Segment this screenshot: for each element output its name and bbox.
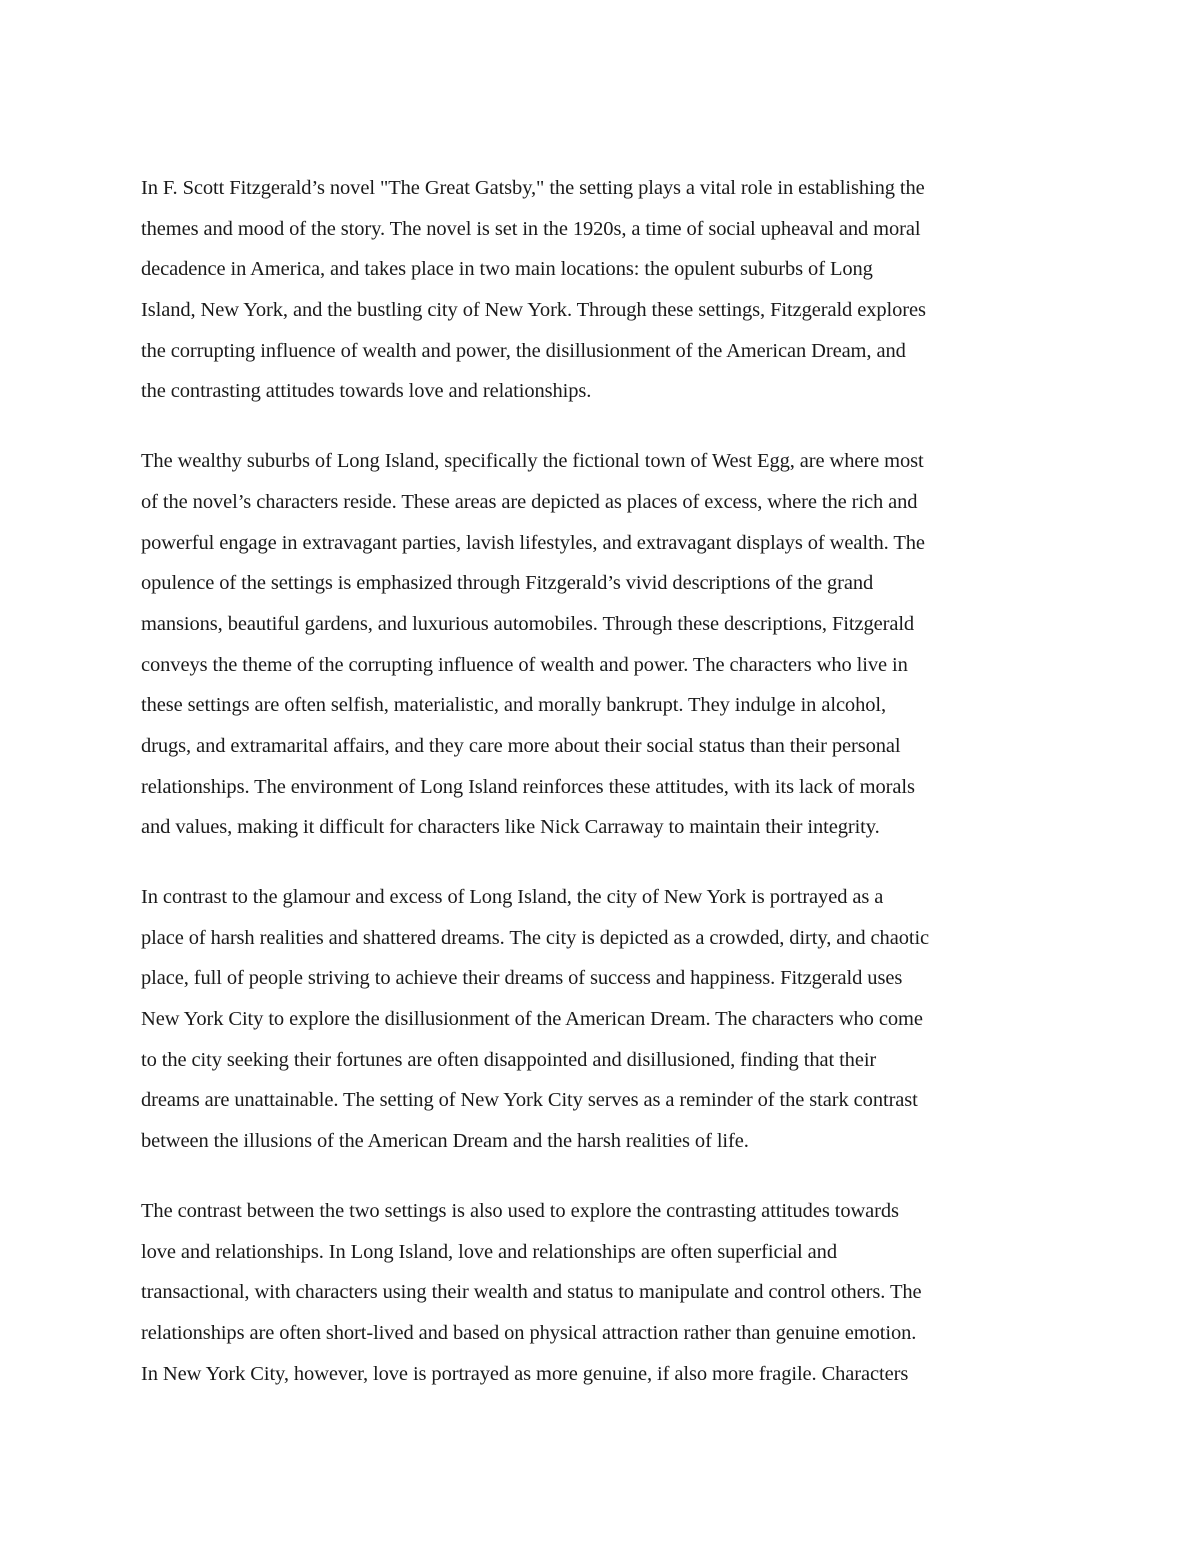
text-line: to the city seeking their fortunes are often disappointed and disillusioned, finding that their	[141, 1048, 877, 1071]
text-line: transactional, with characters using their wealth and status to manipulate and control others. The	[141, 1281, 922, 1304]
paragraph-2	[141, 441, 1071, 848]
text-line: decadence in America, and takes place in two main locations: the opulent suburbs of Long	[141, 258, 873, 281]
text-line: relationships are often short-lived and based on physical attraction rather than genuine emotion.	[141, 1321, 917, 1344]
text-line: between the illusions of the American Dream and the harsh realities of life.	[141, 1130, 749, 1153]
text-line: In New York City, however, love is portrayed as more genuine, if also more fragile. Characters	[141, 1362, 909, 1385]
text-line: mansions, beautiful gardens, and luxurious automobiles. Through these descriptions, Fitzgerald	[141, 612, 915, 635]
text-line: the corrupting influence of wealth and power, the disillusionment of the American Dream, and	[141, 339, 906, 362]
paragraph-3	[141, 877, 1071, 1162]
text-line: these settings are often selfish, materialistic, and morally bankrupt. They indulge in alcohol,	[141, 694, 887, 717]
text-line: love and relationships. In Long Island, love and relationships are often superficial and	[141, 1240, 837, 1263]
text-line: the contrasting attitudes towards love and relationships.	[141, 380, 592, 403]
text-line: In contrast to the glamour and excess of Long Island, the city of New York is portrayed as a	[141, 886, 884, 908]
text-line: conveys the theme of the corrupting influence of wealth and power. The characters who live in	[141, 653, 908, 676]
paragraph-1	[141, 168, 1071, 412]
text-line: of the novel’s characters reside. These areas are depicted as places of excess, where the rich and	[141, 490, 918, 513]
text-line: dreams are unattainable. The setting of New York City serves as a reminder of the stark contrast	[141, 1089, 918, 1112]
text-line: The wealthy suburbs of Long Island, specifically the fictional town of West Egg, are where most	[141, 450, 924, 473]
text-line: place of harsh realities and shattered dreams. The city is depicted as a crowded, dirty, and chaotic	[141, 926, 930, 949]
text-line: In F. Scott Fitzgerald’s novel "The Great Gatsby," the setting plays a vital role in establishing the	[141, 177, 925, 199]
text-line: New York City to explore the disillusionment of the American Dream. The characters who come	[141, 1008, 923, 1031]
text-line: place, full of people striving to achieve their dreams of success and happiness. Fitzgerald uses	[141, 967, 903, 990]
document-body	[141, 168, 1071, 1423]
text-line: The contrast between the two settings is also used to explore the contrasting attitudes towards	[141, 1199, 899, 1222]
text-line: themes and mood of the story. The novel is set in the 1920s, a time of social upheaval and moral	[141, 217, 921, 240]
text-line: opulence of the settings is emphasized through Fitzgerald’s vivid descriptions of the grand	[141, 572, 874, 595]
text-line: and values, making it difficult for characters like Nick Carraway to maintain their integrity.	[141, 816, 880, 839]
text-line: powerful engage in extravagant parties, lavish lifestyles, and extravagant displays of wealth. The	[141, 531, 925, 554]
text-line: relationships. The environment of Long Island reinforces these attitudes, with its lack of morals	[141, 775, 915, 798]
text-line: drugs, and extramarital affairs, and they care more about their social status than their personal	[141, 734, 901, 757]
text-line: Island, New York, and the bustling city of New York. Through these settings, Fitzgerald explores	[141, 299, 926, 322]
paragraph-4	[141, 1191, 1071, 1394]
